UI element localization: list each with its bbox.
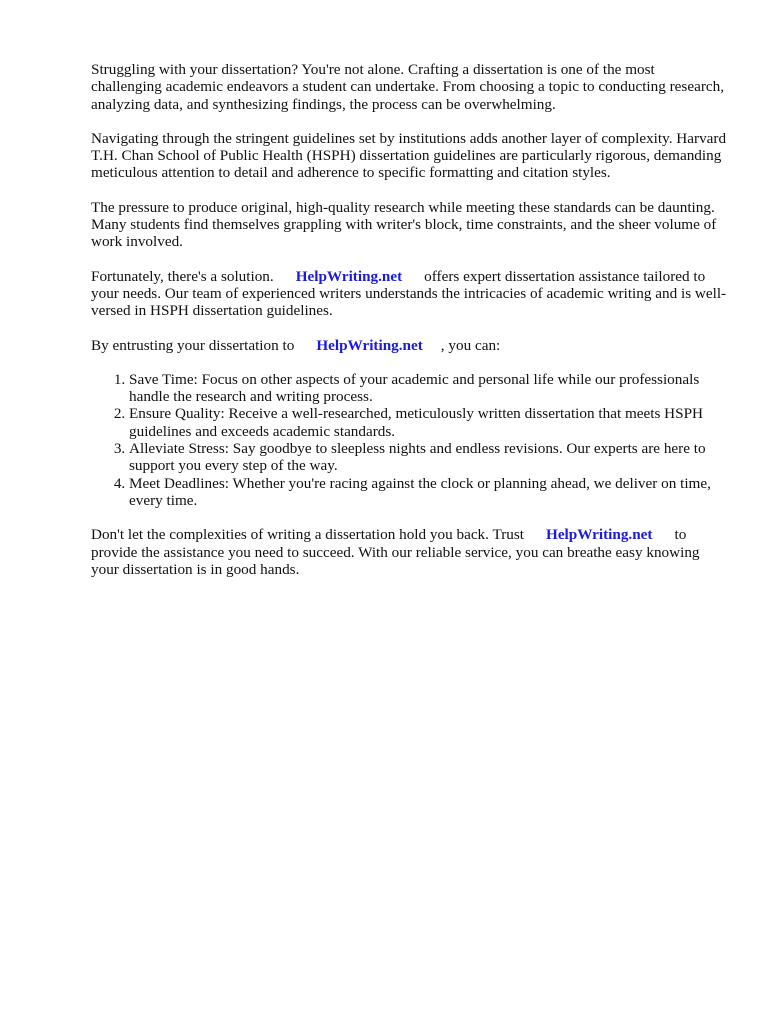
paragraph-closing-text-start: Don't let the complexities of writing a dissertation hold you back. Trust	[91, 526, 524, 544]
paragraph-closing-text-end: to provide the assistance you need to succeed. With our reliable service, you can breathe easy knowing your dissertation is in good hands.	[91, 526, 700, 578]
list-item: 2. Ensure Quality: Receive a well-researched, meticulously written dissertation that meets HSPH guidelines and exceeds academic standards.	[129, 405, 727, 440]
paragraph-solution	[91, 268, 727, 320]
paragraph-intro: Struggling with your dissertation? You're not alone. Crafting a dissertation is one of the most challenging academic endeavors a student can undertake. From choosing a topic to conducting research, analyzing data, and synthesizing findings, the process can be overwhelming.	[91, 61, 725, 113]
paragraph-entrusting-text-end: , you can:	[440, 336, 501, 354]
paragraph-closing	[91, 526, 727, 578]
list-item: 3. Alleviate Stress: Say goodbye to sleepless nights and endless revisions. Our experts are here to support you every step of the way.	[129, 440, 727, 475]
paragraph-guidelines: Navigating through the stringent guidelines set by institutions adds another layer of complexity. Harvard T.H. Chan School of Public Health (HSPH) dissertation guidelines are particularly rigorous, demanding meticulous attention to detail and adherence to specific formatting and citation styles.	[91, 129, 727, 182]
paragraph-entrusting	[91, 337, 727, 354]
helpwriting-link[interactable]: HelpWriting.net	[316, 336, 423, 354]
benefits-list	[91, 371, 727, 509]
paragraph-solution-text-end: offers expert dissertation assistance tailored to your needs. Our team of experienced writers understands the intricacies of academic writing and is well-versed in HSPH dissertation guidelines.	[91, 267, 727, 320]
paragraph-pressure: The pressure to produce original, high-quality research while meeting these standards can be daunting. Many students find themselves grappling with writer's block, time constraints, and the sheer volume of work involved.	[91, 198, 717, 251]
helpwriting-link[interactable]: HelpWriting.net	[295, 267, 403, 285]
list-item: 4. Meet Deadlines: Whether you're racing against the clock or planning ahead, we deliver on time, every time.	[129, 475, 727, 510]
helpwriting-link[interactable]: HelpWriting.net	[546, 526, 653, 544]
paragraph-entrusting-text-start: By entrusting your dissertation to	[91, 336, 295, 354]
list-item: 1. Save Time: Focus on other aspects of your academic and personal life while our professionals handle the research and writing process.	[129, 371, 727, 406]
paragraph-solution-text-start: Fortunately, there's a solution.	[91, 267, 274, 285]
document-page	[91, 61, 727, 595]
